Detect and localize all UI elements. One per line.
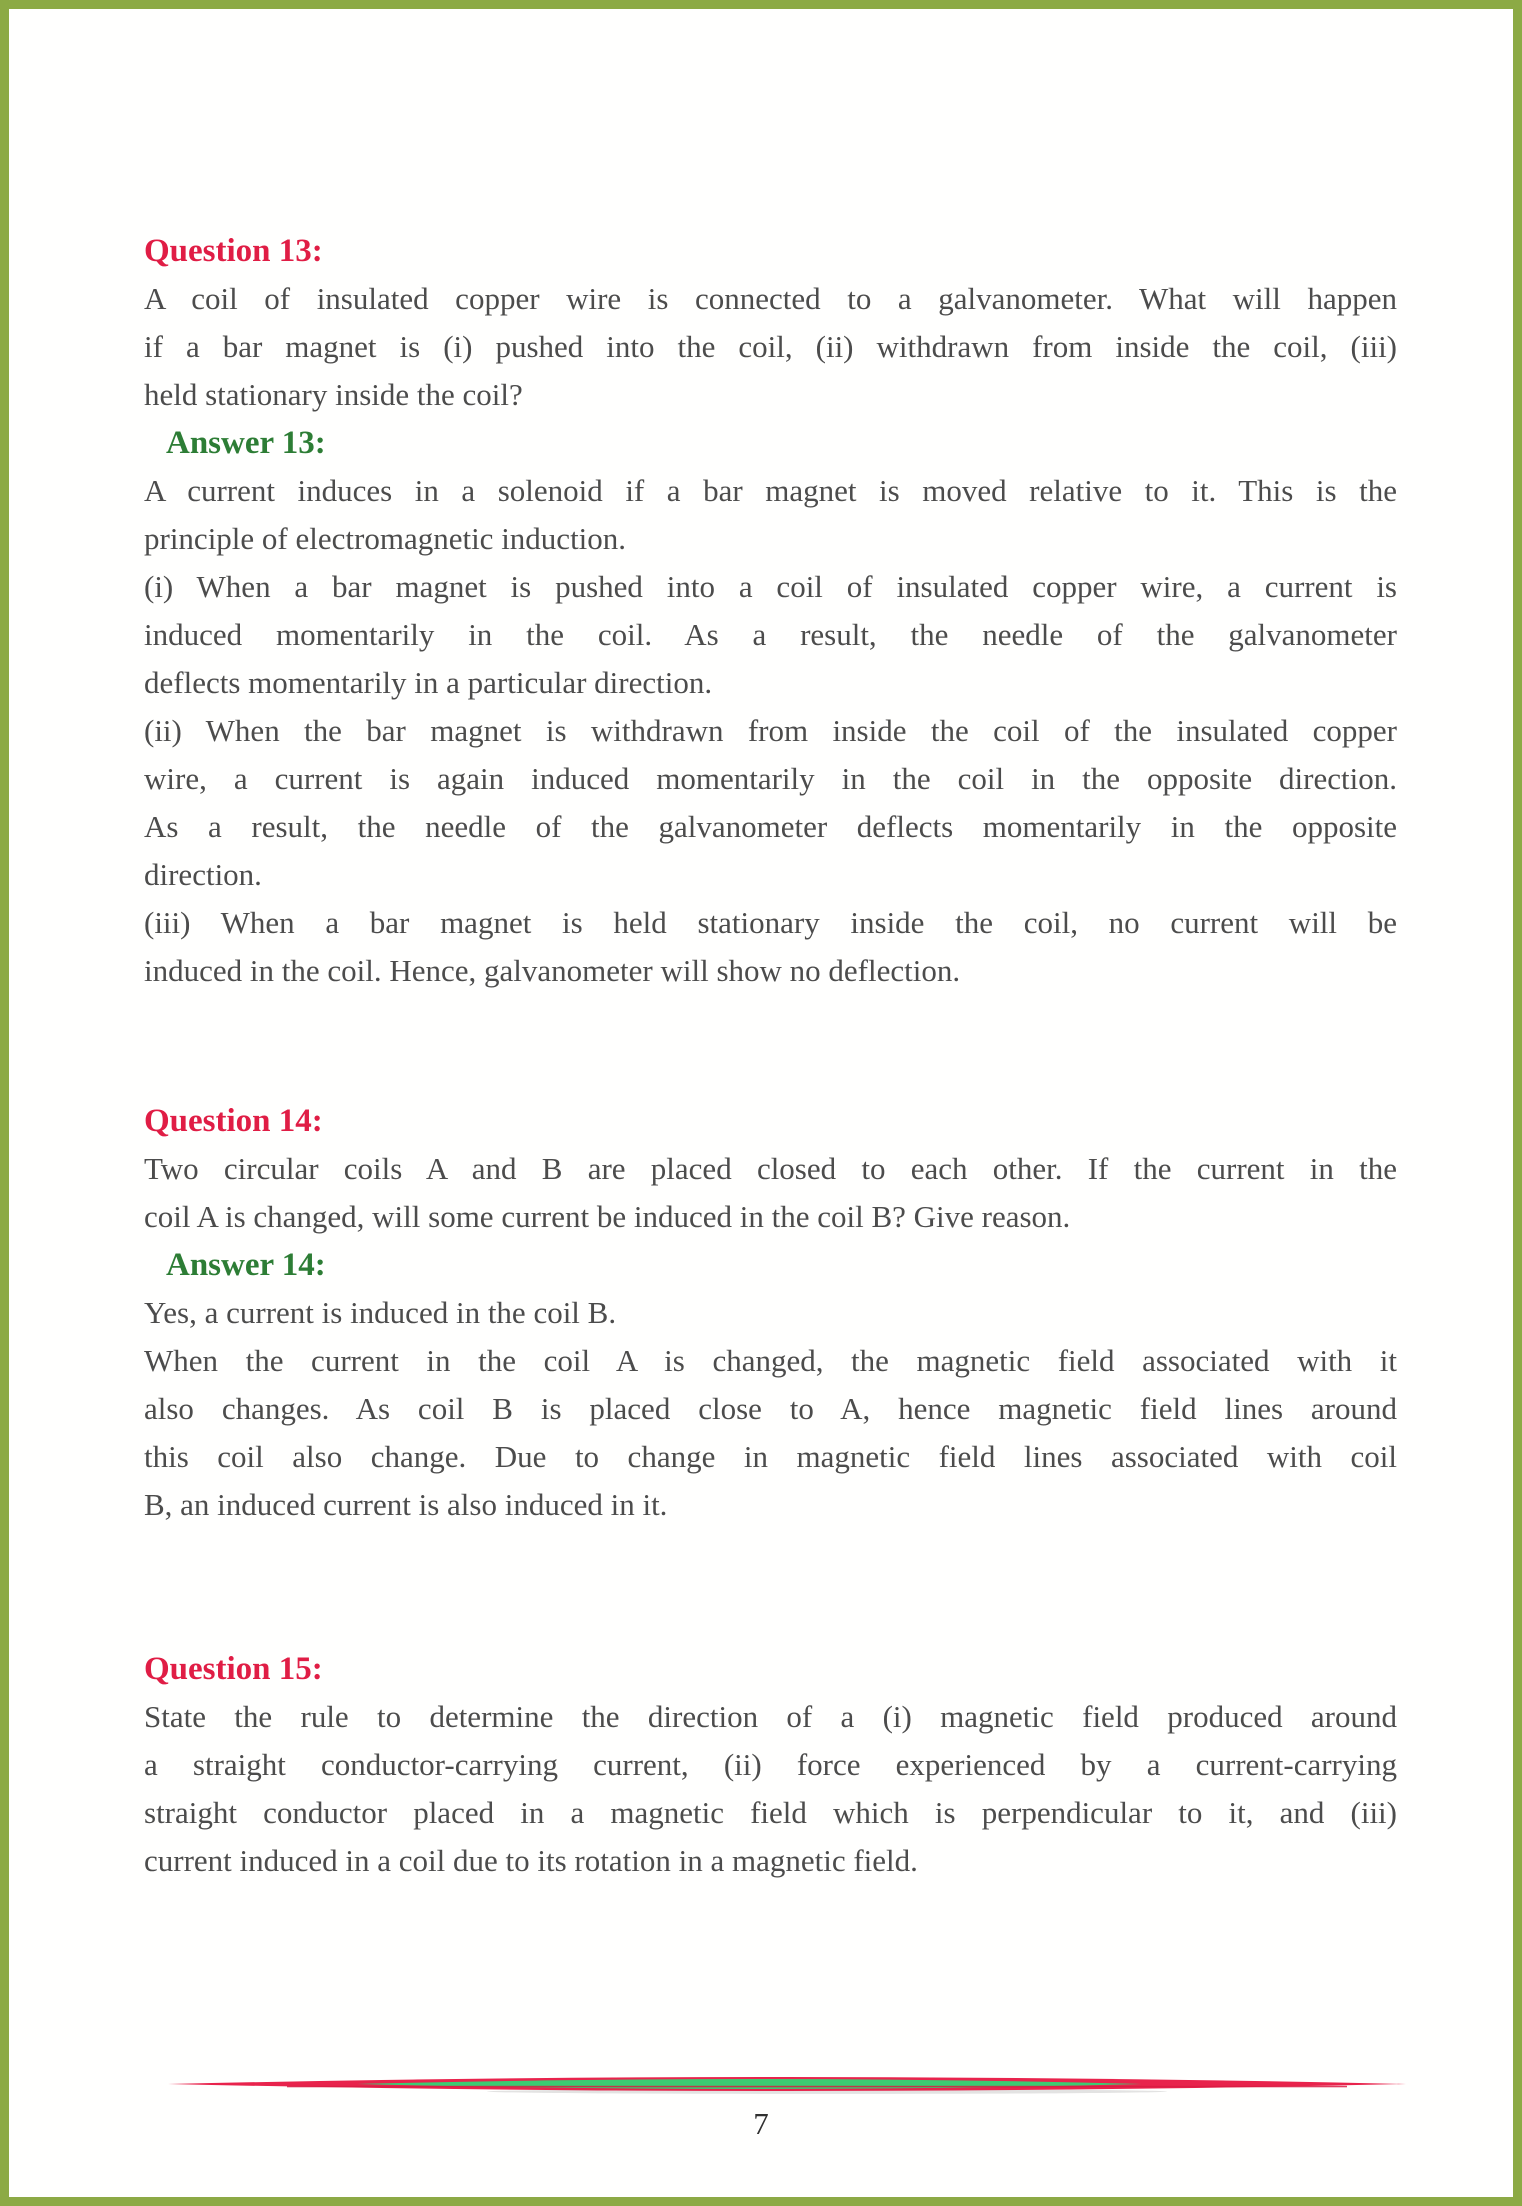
question-14-line: coil A is changed, will some current be induced in the coil B? Give reason.	[144, 1199, 1071, 1234]
answer-13-line: induced in the coil. Hence, galvanometer will show no deflection.	[144, 953, 961, 988]
answer-13-line: wire, a current is again induced momentarily in the coil in the opposite direction.	[144, 761, 1397, 796]
question-13-line: A coil of insulated copper wire is connected to a galvanometer. What will happen	[144, 281, 1397, 316]
answer-14-line: Yes, a current is induced in the coil B.	[144, 1295, 617, 1330]
question-14-heading: Question 14:	[144, 1103, 323, 1139]
question-15-line: State the rule to determine the direction of a (i) magnetic field produced around	[144, 1699, 1397, 1734]
answer-14-line: When the current in the coil A is changed, the magnetic field associated with it	[144, 1343, 1397, 1378]
question-15-heading: Question 15:	[144, 1651, 323, 1687]
answer-13-line: induced momentarily in the coil. As a result, the needle of the galvanometer	[144, 617, 1397, 652]
question-15-line: current induced in a coil due to its rotation in a magnetic field.	[144, 1843, 918, 1878]
footer-divider-ornament-icon	[167, 2072, 1407, 2096]
qa-block-15	[144, 1645, 1397, 1885]
answer-13-heading: Answer 13:	[166, 425, 326, 461]
answer-13-line: (i) When a bar magnet is pushed into a coil of insulated copper wire, a current is	[144, 569, 1397, 604]
question-14-line: Two circular coils A and B are placed closed to each other. If the current in the	[144, 1151, 1397, 1186]
answer-14-line: B, an induced current is also induced in it.	[144, 1487, 668, 1522]
question-15-line: straight conductor placed in a magnetic field which is perpendicular to it, and (iii)	[144, 1795, 1397, 1830]
question-13-line: if a bar magnet is (i) pushed into the coil, (ii) withdrawn from inside the coil, (iii)	[144, 329, 1397, 364]
answer-13-line: deflects momentarily in a particular direction.	[144, 665, 713, 700]
answer-14-line: this coil also change. Due to change in magnetic field lines associated with coil	[144, 1439, 1397, 1474]
answer-13-line: As a result, the needle of the galvanometer deflects momentarily in the opposite	[144, 809, 1397, 844]
answer-13-line: A current induces in a solenoid if a bar magnet is moved relative to it. This is the	[144, 473, 1397, 508]
question-13-line: held stationary inside the coil?	[144, 377, 523, 412]
answer-14-heading: Answer 14:	[166, 1247, 326, 1283]
answer-13-line: (ii) When the bar magnet is withdrawn from inside the coil of the insulated copper	[144, 713, 1397, 748]
answer-13-line: direction.	[144, 857, 262, 892]
question-15-line: a straight conductor-carrying current, (ii) force experienced by a current-carrying	[144, 1747, 1397, 1782]
answer-13-line: (iii) When a bar magnet is held stationary inside the coil, no current will be	[144, 905, 1397, 940]
question-13-heading: Question 13:	[144, 233, 323, 269]
qa-block-13	[144, 227, 1397, 995]
page-number: 7	[753, 2106, 769, 2141]
qa-block-14	[144, 1097, 1397, 1529]
answer-13-line: principle of electromagnetic induction.	[144, 521, 627, 556]
answer-14-line: also changes. As coil B is placed close to A, hence magnetic field lines around	[144, 1391, 1397, 1426]
